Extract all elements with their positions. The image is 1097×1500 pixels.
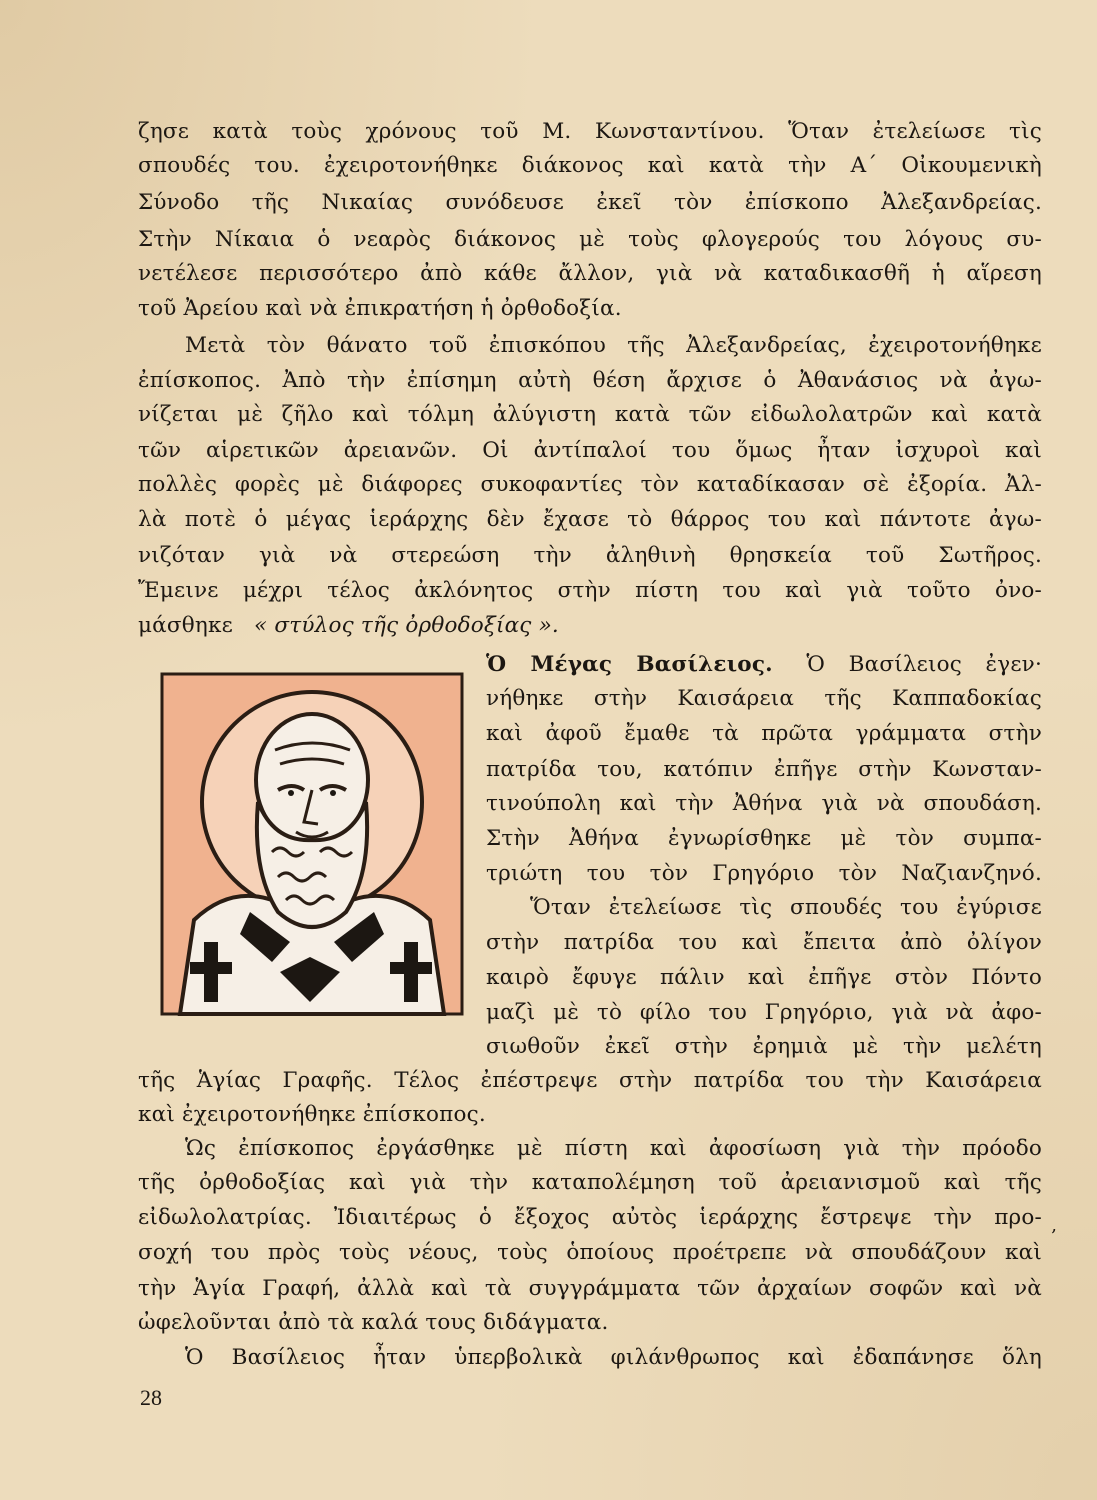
text-line: σιωθοῦν ἐκεῖ στὴν ἐρημιὰ μὲ τὴν μελέτη (486, 1034, 1042, 1059)
text-line: νήθηκε στὴν Καισάρεια τῆς Καππαδοκίας (486, 686, 1042, 711)
text-line: νιζόταν γιὰ νὰ στερεώση τὴν ἀληθινὴ θρησκεία τοῦ Σωτῆρος. (138, 543, 1042, 568)
text-line: τινούπολη καὶ τὴν Ἀθήνα γιὰ νὰ σπουδάση. (486, 791, 1042, 816)
text-line: νετέλεσε περισσότερο ἀπὸ κάθε ἄλλον, γιὰ νὰ καταδικασθῆ ἡ αἵρεση (138, 261, 1042, 286)
text-line: Ὡς ἐπίσκοπος ἐργάσθηκε μὲ πίστη καὶ ἀφοσίωση γιὰ τὴν πρόοδο (185, 1136, 1042, 1161)
section-heading-basil: Ὁ Μέγας Βασίλειος. (486, 652, 773, 677)
page-number: 28 (140, 1385, 162, 1410)
saint-basil-illustration (160, 672, 464, 1016)
text-span: Ὁ Βασίλειος ἐγεν· (806, 652, 1042, 677)
text-line: σπουδές του. ἐχειροτονήθηκε διάκονος καὶ κατὰ τὴν Α΄ Οἰκουμενικὴ (138, 153, 1042, 178)
text-line: ἐπίσκοπος. Ἀπὸ τὴν ἐπίσημη αὐτὴ θέση ἄρχισε ὁ Ἀθανάσιος νὰ ἀγω- (138, 368, 1042, 393)
text-span: μάσθηκε (138, 613, 233, 638)
margin-mark: , (1051, 1215, 1057, 1236)
text-line: νίζεται μὲ ζῆλο καὶ τόλμη ἀλύγιστη κατὰ τῶν εἰδωλολατρῶν καὶ κατὰ (138, 402, 1042, 427)
text-line: ὠφελοῦνται ἀπὸ τὰ καλά τους διδάγματα. (138, 1310, 609, 1335)
text-line: Ἔμεινε μέχρι τέλος ἀκλόνητος στὴν πίστη του καὶ γιὰ τοῦτο ὀνο- (138, 578, 1042, 603)
text-line: πατρίδα του, κατόπιν ἐπῆγε στὴν Κωνσταν- (486, 757, 1042, 782)
text-line: λὰ ποτὲ ὁ μέγας ἱεράρχης δὲν ἔχασε τὸ θάρρος του καὶ πάντοτε ἀγω- (138, 507, 1042, 532)
text-line (138, 611, 1042, 641)
text-line: τῶν αἱρετικῶν ἀρειανῶν. Οἱ ἀντίπαλοί του ὅμως ἦταν ἰσχυροὶ καὶ (138, 438, 1042, 463)
text-line: εἰδωλολατρίας. Ἰδιαιτέρως ὁ ἔξοχος αὐτὸς ἱεράρχης ἔστρεψε τὴν προ- (138, 1205, 1042, 1230)
text-line: καὶ ἐχειροτονήθηκε ἐπίσκοπος. (138, 1102, 486, 1127)
italic-quote: « στύλος τῆς ὀρθοδοξίας ». (254, 613, 559, 638)
text-line: ζησε κατὰ τοὺς χρόνους τοῦ Μ. Κωνσταντίνου. Ὅταν ἐτελείωσε τὶς (138, 119, 1042, 144)
text-line: τοῦ Ἀρείου καὶ νὰ ἐπικρατήση ἡ ὀρθοδοξία. (138, 296, 622, 321)
text-line: Ὅταν ἐτελείωσε τὶς σπουδές του ἐγύρισε (530, 895, 1042, 920)
text-line: στὴν πατρίδα του καὶ ἔπειτα ἀπὸ ὀλίγον (486, 930, 1042, 955)
text-line: Ὁ Βασίλειος ἦταν ὑπερβολικὰ φιλάνθρωπος καὶ ἐδαπάνησε ὅλη (185, 1345, 1042, 1370)
text-line: πολλὲς φορὲς μὲ διάφορες συκοφαντίες τὸν καταδίκασαν σὲ ἐξορία. Ἀλ- (138, 472, 1042, 497)
text-line: τριώτη του τὸν Γρηγόριο τὸν Ναζιανζηνό. (486, 861, 1042, 886)
text-line: τῆς Ἁγίας Γραφῆς. Τέλος ἐπέστρεψε στὴν πατρίδα του τὴν Καισάρεια (138, 1068, 1042, 1093)
text-line: Στὴν Ἀθήνα ἐγνωρίσθηκε μὲ τὸν συμπα- (486, 826, 1042, 851)
text-line: καιρὸ ἔφυγε πάλιν καὶ ἐπῆγε στὸν Πόντο (486, 965, 1042, 990)
text-line: μαζὶ μὲ τὸ φίλο του Γρηγόριο, γιὰ νὰ ἀφο- (486, 1000, 1042, 1025)
text-line: Μετὰ τὸν θάνατο τοῦ ἐπισκόπου τῆς Ἀλεξανδρείας, ἐχειροτονήθηκε (185, 333, 1042, 358)
text-line: τὴν Ἁγία Γραφή, ἀλλὰ καὶ τὰ συγγράμματα τῶν ἀρχαίων σοφῶν καὶ νὰ (138, 1276, 1042, 1301)
text-line: τῆς ὀρθοδοξίας καὶ γιὰ τὴν καταπολέμηση τοῦ ἀρειανισμοῦ καὶ τῆς (138, 1170, 1042, 1195)
text-line: Σύνοδο τῆς Νικαίας συνόδευσε ἐκεῖ τὸν ἐπίσκοπο Ἀλεξανδρείας. (138, 190, 1042, 215)
text-line (486, 650, 1042, 680)
text-line: σοχή του πρὸς τοὺς νέους, τοὺς ὁποίους προέτρεπε νὰ σπουδάζουν καὶ (138, 1240, 1042, 1265)
text-line: Στὴν Νίκαια ὁ νεαρὸς διάκονος μὲ τοὺς φλογερούς του λόγους συ- (138, 227, 1042, 252)
text-line: καὶ ἀφοῦ ἔμαθε τὰ πρῶτα γράμματα στὴν (486, 721, 1042, 746)
